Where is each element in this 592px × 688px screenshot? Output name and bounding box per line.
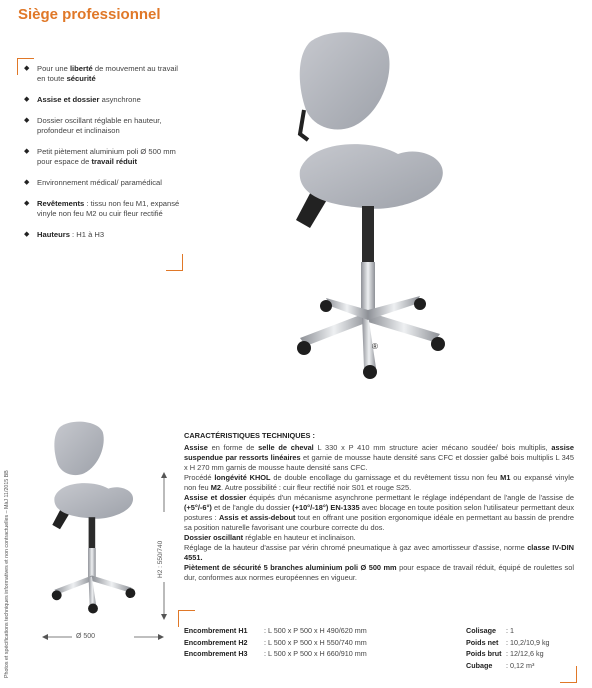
- packaging-row: [466, 648, 550, 660]
- text-run: Dossier oscillant: [184, 533, 244, 542]
- text-run: de mouvement au travail en toute: [37, 64, 178, 83]
- spec-paragraph: [184, 493, 574, 533]
- diamond-bullet-icon: ◆: [24, 148, 30, 155]
- text-run: liberté: [69, 64, 93, 73]
- text-run: . Autre possibilité : cuir fleur rectifié noir S01 et rouge S25.: [221, 483, 412, 492]
- feature-list: [24, 64, 184, 251]
- packaging-label: Colisage: [466, 626, 496, 635]
- packaging-value: : 0,12 m³: [506, 660, 535, 670]
- diamond-bullet-icon: ◆: [24, 231, 30, 238]
- text-run: assise suspendue par ressorts linéaires: [184, 443, 574, 462]
- registered-mark: ®: [372, 342, 378, 351]
- packaging-value: : 1: [506, 626, 514, 635]
- technical-specs: [184, 431, 574, 583]
- text-run: équipés d'un mécanisme asynchrone permettant le réglage indépendant de l'angle de l'assise de: [246, 493, 574, 502]
- text-run: réglable en hauteur et inclinaison.: [243, 533, 356, 542]
- text-run: (+5°/-6°): [184, 503, 212, 512]
- text-run: Assise et dossier: [184, 493, 247, 502]
- text-run: avec blocage en toute position selon l'utilisateur permettant deux postures :: [184, 503, 575, 522]
- text-run: Hauteurs: [37, 230, 70, 239]
- text-run: et de l'angle du dossier: [211, 503, 293, 512]
- text-run: : H1 à H3: [69, 230, 105, 239]
- height-dimension-label: H2 : 550/740: [157, 540, 164, 578]
- diamond-bullet-icon: ◆: [24, 200, 30, 207]
- text-run: pour espace de travail réduit, équipé de roulettes sol dur, conformes aux normes européennes en vigueur.: [184, 563, 574, 582]
- feature-item: [24, 95, 184, 105]
- text-run: Pour une: [37, 64, 70, 73]
- feature-item: [24, 178, 184, 188]
- packaging-row: [466, 660, 550, 672]
- packaging-row: [466, 625, 550, 637]
- text-run: et garnie de mousse haute densité sans CFC et dossier galbé bois multiplis L 345 x H 270 mm garnis de mousse haute densité sans CFC.: [184, 453, 574, 472]
- dimension-label: Encombrement H2: [184, 637, 248, 647]
- spec-paragraph: [184, 443, 574, 473]
- text-run: Revêtements: [37, 199, 85, 208]
- text-run: : tissu non feu M1, expansé vinyle non feu M2 ou cuir fleur rectifié: [37, 199, 180, 218]
- text-run: longévité KHOL: [214, 473, 271, 482]
- text-run: ou expansé vinyle non feu: [184, 473, 574, 492]
- packaging-table: [466, 625, 550, 671]
- text-run: Réglage de la hauteur d'assise par vérin chromé pneumatique à gaz avec amortisseur d'assise, norme: [184, 543, 528, 552]
- packaging-row: [466, 637, 550, 649]
- feature-item: [24, 64, 184, 84]
- width-dimension-label: Ø 500: [76, 633, 96, 640]
- dimension-value: : L 500 x P 500 x H 490/620 mm: [264, 626, 367, 635]
- spec-paragraph: [184, 533, 574, 543]
- text-run: tout en offrant une position ergonomique idéale en permettant au bassin de prendre sa position naturelle favorisant une courbure correcte du dos.: [184, 513, 574, 532]
- diamond-bullet-icon: ◆: [24, 117, 30, 124]
- packaging-label: Poids brut: [466, 649, 502, 658]
- text-run: (+10°/-18°) EN-1335: [292, 503, 360, 512]
- page-title: Siège professionnel: [18, 6, 161, 23]
- dimension-row: [184, 648, 367, 660]
- spec-paragraph: [184, 543, 574, 563]
- text-run: Assise: [184, 443, 208, 452]
- dimension-label: Encombrement H1: [184, 626, 248, 635]
- dimension-label: Encombrement H3: [184, 649, 248, 658]
- text-run: Piètement de sécurité 5 branches aluminium poli Ø 500 mm: [184, 563, 397, 572]
- spec-paragraph: [184, 563, 574, 583]
- diamond-bullet-icon: ◆: [24, 179, 30, 186]
- packaging-value: : 10,2/10,9 kg: [506, 637, 550, 647]
- dimension-row: [184, 637, 367, 649]
- saddle-chair-thumbnail: [38, 410, 148, 620]
- diamond-bullet-icon: ◆: [24, 96, 30, 103]
- dimension-row: [184, 625, 367, 637]
- packaging-label: Poids net: [466, 637, 499, 647]
- dimensions-table: [184, 625, 367, 660]
- corner-bracket: [560, 666, 577, 683]
- width-dimension-line: [42, 633, 164, 641]
- text-run: classe IV-DIN 4551.: [184, 543, 574, 562]
- dimension-value: : L 500 x P 500 x H 550/740 mm: [264, 637, 367, 647]
- text-run: en forme de: [207, 443, 259, 452]
- text-run: M2: [210, 483, 221, 492]
- text-run: asynchrone: [99, 95, 141, 104]
- text-run: L 330 x P 410 mm structure acier mécano soudée/ bois multiplis,: [313, 443, 552, 452]
- text-run: Environnement médical/ paramédical: [37, 178, 162, 187]
- packaging-label: Cubage: [466, 660, 493, 670]
- feature-item: [24, 199, 184, 219]
- spec-paragraph: [184, 473, 574, 493]
- feature-item: [24, 230, 184, 240]
- text-run: Dossier oscillant réglable en hauteur, profondeur et inclinaison: [37, 116, 162, 135]
- text-run: sécurité: [66, 74, 96, 83]
- text-run: de double encollage du garnissage et du revêtement tissu non feu: [270, 473, 501, 482]
- packaging-value: : 12/12,6 kg: [506, 649, 544, 658]
- saddle-chair-image: [270, 22, 470, 382]
- disclaimer-note: Photos et spécifications techniques informatives et non contractuelles – MàJ 11/2015 BB: [4, 470, 10, 678]
- corner-bracket: [166, 254, 183, 271]
- dimension-value: : L 500 x P 500 x H 660/910 mm: [264, 649, 367, 658]
- diamond-bullet-icon: ◆: [24, 65, 30, 72]
- text-run: Procédé: [184, 473, 215, 482]
- specs-heading: CARACTÉRISTIQUES TECHNIQUES :: [184, 431, 315, 440]
- feature-item: [24, 116, 184, 136]
- text-run: M1: [500, 473, 511, 482]
- text-run: travail réduit: [91, 157, 138, 166]
- text-run: Assis et assis-debout: [218, 513, 296, 522]
- text-run: selle de cheval: [258, 443, 314, 452]
- text-run: pour espace de: [37, 157, 92, 166]
- feature-item: [24, 147, 184, 167]
- text-run: Petit piètement aluminium poli Ø 500 mm: [37, 147, 176, 156]
- text-run: Assise et dossier: [37, 95, 100, 104]
